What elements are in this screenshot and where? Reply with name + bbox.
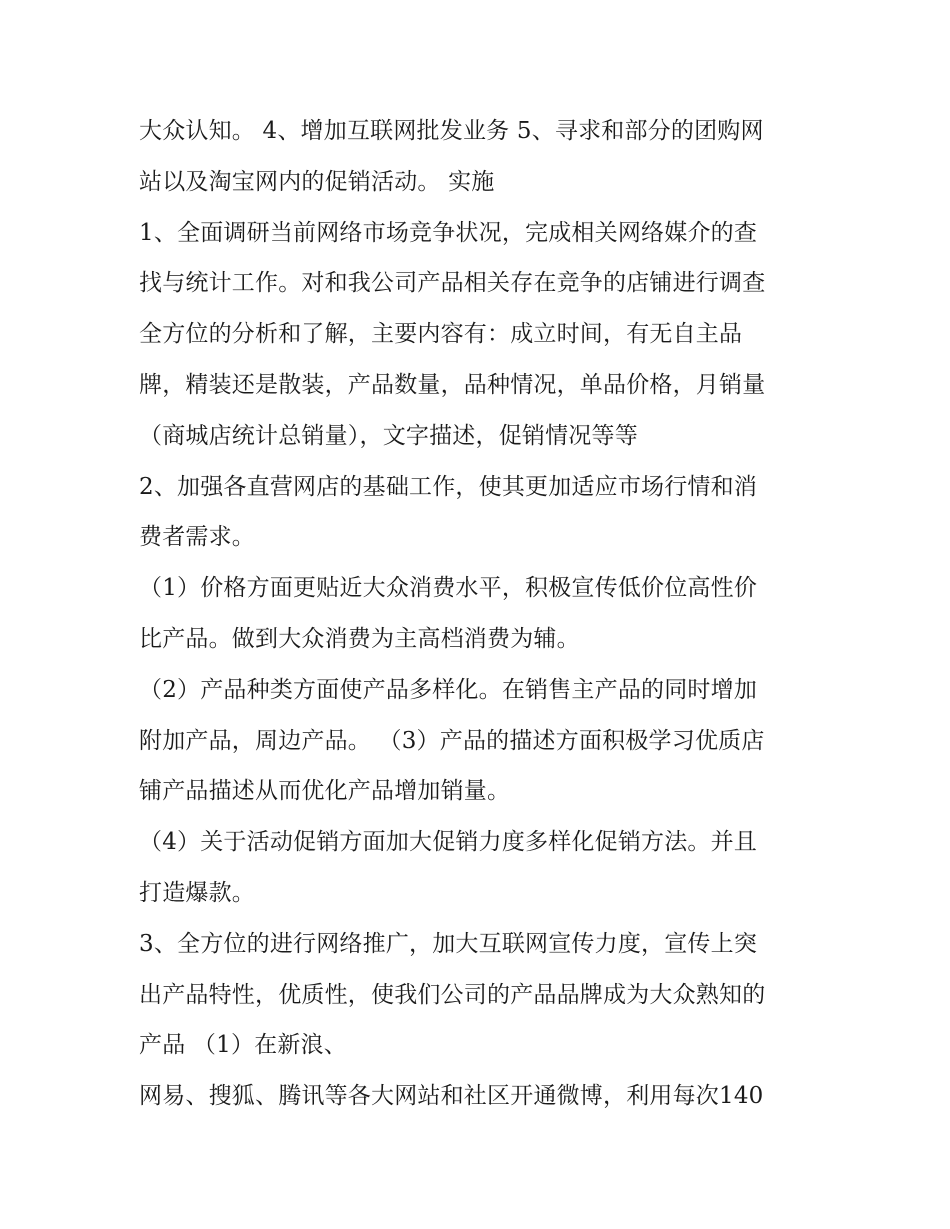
text-line: 找与统计工作。对和我公司产品相关存在竞争的店铺进行调查 (139, 270, 766, 297)
text-line: 比产品。做到大众消费为主高档消费为辅。 (139, 625, 580, 652)
text-line: 费者需求。 (139, 524, 255, 551)
text-line: 产品 （1）在新浪、 (139, 1032, 347, 1059)
text-line: 全方位的分析和了解，主要内容有：成立时间，有无自主品 (139, 321, 743, 348)
text-line: （1）价格方面更贴近大众消费水平，积极宣传低价位高性价 (139, 575, 758, 602)
text-line: 3、全方位的进行网络推广，加大互联网宣传力度，宣传上突 (139, 930, 758, 957)
text-line: 出产品特性，优质性，使我们公司的产品品牌成为大众熟知的 (139, 981, 766, 1008)
text-line: 2、加强各直营网店的基础工作，使其更加适应市场行情和消 (139, 473, 758, 500)
text-line: 1、全面调研当前网络市场竞争状况，完成相关网络媒介的查 (139, 219, 758, 246)
document-body (139, 106, 829, 1122)
text-line: 附加产品，周边产品。 （3）产品的描述方面积极学习优质店 (139, 727, 765, 754)
text-line: 站以及淘宝网内的促销活动。 实施 (139, 168, 495, 195)
text-line: （4）关于活动促销方面加大促销力度多样化促销方法。并且 (139, 829, 758, 856)
text-line: 牌，精装还是散装，产品数量，品种情况，单品价格，月销量 (139, 371, 766, 398)
text-line: 铺产品描述从而优化产品增加销量。 (139, 778, 511, 805)
text-line: （商城店统计总销量），文字描述，促销情况等等 (139, 422, 638, 449)
text-line: 网易、搜狐、腾讯等各大网站和社区开通微博，利用每次140 (139, 1083, 764, 1110)
text-line: 打造爆款。 (139, 879, 255, 906)
text-line: （2）产品种类方面使产品多样化。在销售主产品的同时增加 (139, 676, 758, 703)
text-line: 大众认知。 4、增加互联网批发业务 5、寻求和部分的团购网 (139, 118, 764, 144)
